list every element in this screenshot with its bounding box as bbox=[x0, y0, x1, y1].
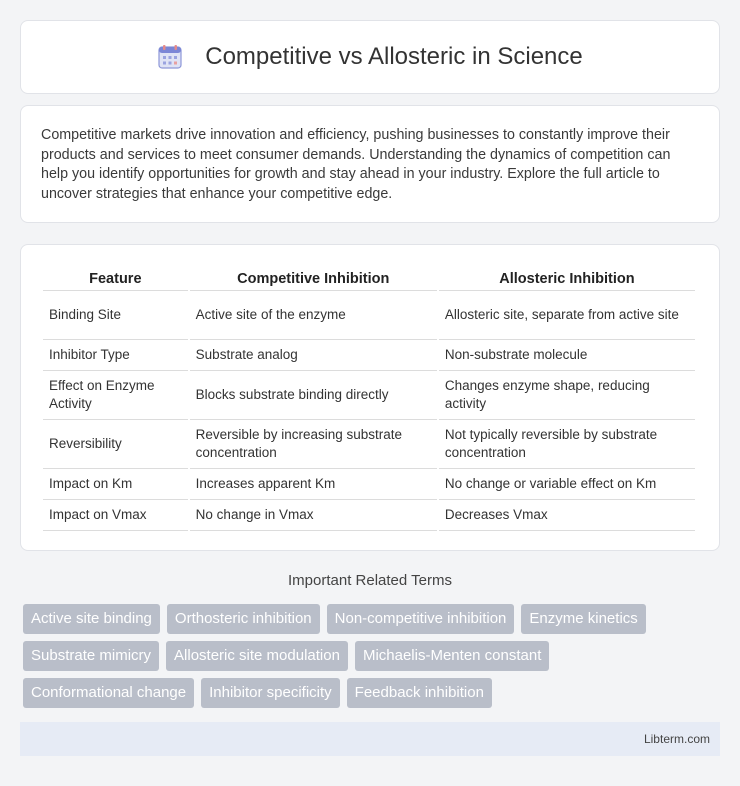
table-row bbox=[43, 371, 695, 420]
term-tag[interactable]: Orthosteric inhibition bbox=[167, 604, 320, 634]
comparison-table bbox=[41, 267, 697, 531]
table-cell: Allosteric site, separate from active site bbox=[439, 291, 695, 340]
table-cell: Substrate analog bbox=[190, 340, 437, 371]
table-cell: Not typically reversible by substrate concentration bbox=[439, 420, 695, 469]
header-competitive: Competitive Inhibition bbox=[190, 267, 437, 291]
term-tag[interactable]: Michaelis-Menten constant bbox=[355, 641, 549, 671]
table-row bbox=[43, 469, 695, 500]
term-row bbox=[23, 678, 723, 708]
term-tag[interactable]: Allosteric site modulation bbox=[166, 641, 348, 671]
table-header-row bbox=[43, 267, 695, 291]
footer-site-link[interactable]: Libterm.com bbox=[643, 732, 710, 746]
table-cell: Changes enzyme shape, reducing activity bbox=[439, 371, 695, 420]
table-cell: No change or variable effect on Km bbox=[439, 469, 695, 500]
table-cell: Decreases Vmax bbox=[439, 500, 695, 531]
table-row bbox=[43, 291, 695, 340]
table-cell: Blocks substrate binding directly bbox=[190, 371, 437, 420]
table-row bbox=[43, 340, 695, 371]
related-terms bbox=[23, 604, 723, 715]
table-cell: Reversible by increasing substrate concentration bbox=[190, 420, 437, 469]
table-row bbox=[43, 420, 695, 469]
header-card bbox=[20, 20, 720, 94]
term-tag[interactable]: Substrate mimicry bbox=[23, 641, 159, 671]
table-cell: Reversibility bbox=[43, 420, 188, 469]
table-cell: Effect on Enzyme Activity bbox=[43, 371, 188, 420]
table-row bbox=[43, 500, 695, 531]
header-allosteric: Allosteric Inhibition bbox=[439, 267, 695, 291]
term-tag[interactable]: Feedback inhibition bbox=[347, 678, 492, 708]
page-title: Competitive vs Allosteric in Science bbox=[205, 43, 583, 70]
term-tag[interactable]: Inhibitor specificity bbox=[201, 678, 340, 708]
calendar-icon bbox=[157, 44, 183, 70]
term-tag[interactable]: Conformational change bbox=[23, 678, 194, 708]
table-cell: No change in Vmax bbox=[190, 500, 437, 531]
table-cell: Active site of the enzyme bbox=[190, 291, 437, 340]
term-tag[interactable]: Enzyme kinetics bbox=[521, 604, 645, 634]
intro-text: Competitive markets drive innovation and efficiency, pushing businesses to constantly improve their products and services to meet consumer demands. Understanding the dynamics of competition can help you identify opportunities for growth and stay ahead in your industry. Explore the full article to uncover strategies that enhance your competitive edge. bbox=[41, 127, 671, 202]
header-feature: Feature bbox=[43, 267, 188, 291]
table-cell: Non-substrate molecule bbox=[439, 340, 695, 371]
related-terms-title: Important Related Terms bbox=[288, 572, 452, 589]
table-cell: Impact on Km bbox=[43, 469, 188, 500]
comparison-table-card bbox=[20, 244, 720, 551]
term-tag[interactable]: Active site binding bbox=[23, 604, 160, 634]
footer bbox=[20, 722, 720, 756]
term-row bbox=[23, 604, 723, 634]
term-tag[interactable]: Non-competitive inhibition bbox=[327, 604, 515, 634]
table-cell: Impact on Vmax bbox=[43, 500, 188, 531]
table-cell: Increases apparent Km bbox=[190, 469, 437, 500]
table-cell: Inhibitor Type bbox=[43, 340, 188, 371]
term-row bbox=[23, 641, 723, 671]
intro-card bbox=[20, 105, 720, 223]
table-cell: Binding Site bbox=[43, 291, 188, 340]
